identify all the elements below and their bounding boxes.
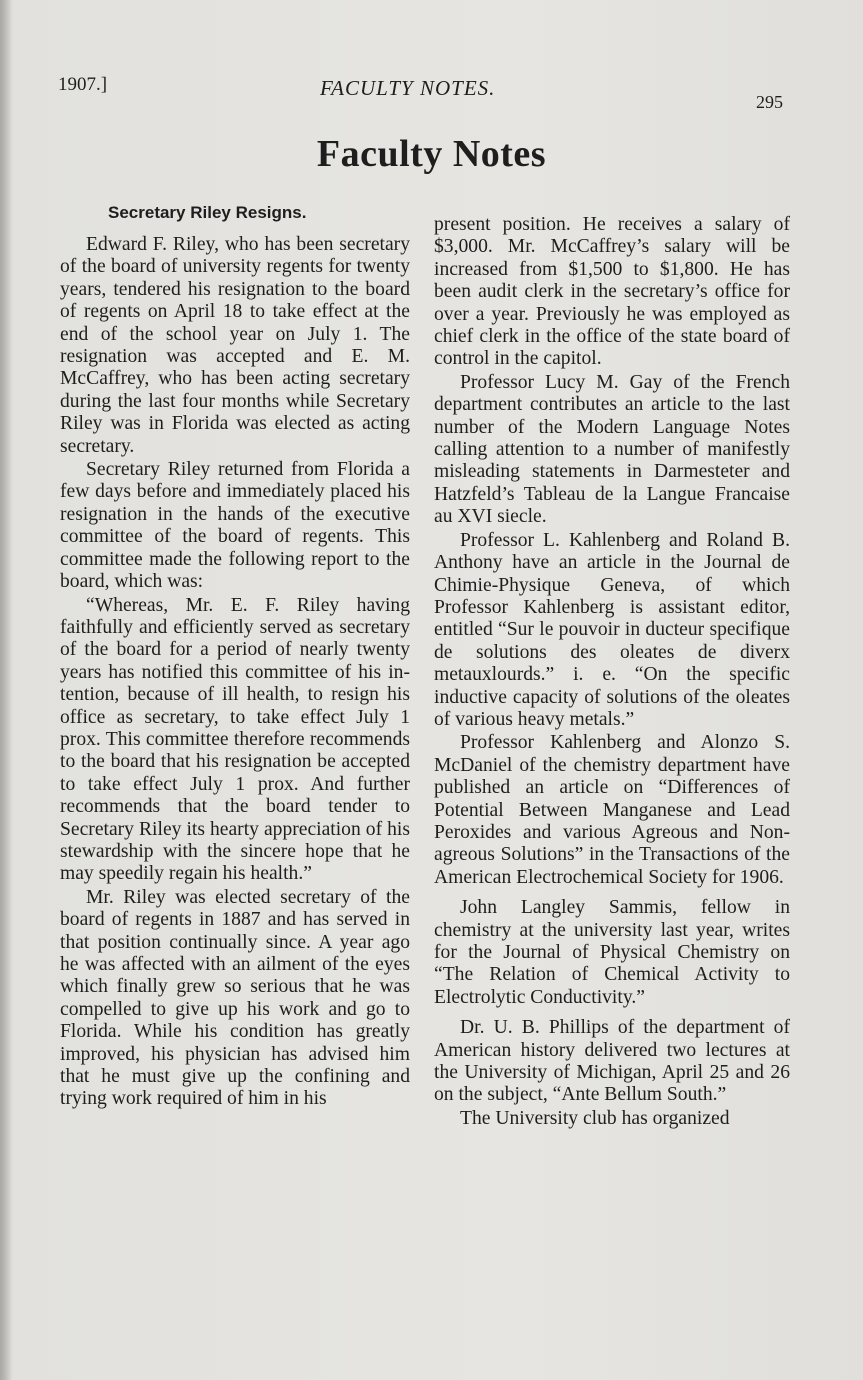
page-number: 295: [756, 92, 783, 112]
running-title: FACULTY NOTES.: [320, 76, 496, 100]
running-head: [58, 74, 783, 112]
paragraph: John Langley Sammis, fellow in chemistry at the university last year, writes for the Journal of Physical Chemistry on “The Relation of Chemical Activity to Electrolytic Conductivity.”: [434, 897, 790, 1008]
page-edge-shadow: [0, 0, 12, 1380]
paragraph: Professor Kahlenberg and Alonzo S. McDaniel of the chemistry department have published an article on “Differences of Potential Between Manganese and Lead Peroxides and various Agreous and Non-agreous Solutions” in the Transactions of the American Electrochemical Society for 1906.: [434, 732, 790, 888]
header-year: 1907.]: [58, 74, 108, 95]
paragraph: Professor Lucy M. Gay of the French department contributes an article to the last number of the Modern Language Notes calling attention to a number of manifestly misleading statements in Darmesteter and Hatzfeld’s Tableau de la Langue Francaise au XVI siecle.: [434, 371, 790, 528]
paragraph: present position. He receives a salary of $3,000. Mr. McCaffrey’s salary will be increased from $1,500 to $1,800. He has been audit clerk in the secretary’s office for over a year. Previously he was employed as chief clerk in the office of the state board of control in the capitol.: [434, 214, 790, 370]
article-subhead: Secretary Riley Resigns.: [108, 203, 307, 222]
paragraph: Dr. U. B. Phillips of the department of American history delivered two lectures at the University of Michigan, April 25 and 26 on the subject, “Ante Bellum South.”: [434, 1017, 790, 1106]
paragraph: Professor L. Kahlenberg and Roland B. Anthony have an article in the Journal de Chimie-Physique Geneva, of which Professor Kahlenberg is assistant editor, entitled “Sur le pouvoir in ducteur specifique de solutions des oleates de diverx metauxlourds.” i. e. “On the specific inductive capacity of solutions of the oleates of various heavy metals.”: [434, 529, 790, 730]
paragraph: The University club has organized: [460, 1107, 730, 1129]
right-column: [434, 196, 790, 1130]
paragraph: “Whereas, Mr. E. F. Riley having faithfully and efficiently served as secretary of the board for a period of nearly twenty years has notified this committee of his intention, because of ill health, to resign his office as secretary, to take effect July 1 prox. This committee therefore recommends to the board that his resignation be accepted to take effect July 1 prox. And further recommends that the board tender to Secretary Riley its hearty appreciation of his stewardship with the sincere hope that he may speedily regain his health.”: [60, 594, 410, 885]
paragraph: Edward F. Riley, who has been secretary of the board of university regents for twenty years, tendered his resignation to the board of regents on April 18 to take effect at the end of the school year on July 1. The resignation was accepted and E. M. McCaffrey, who has been acting secretary during the last four months while Secretary Riley was in Florida was elected as acting secretary.: [60, 234, 410, 457]
left-column: [60, 196, 410, 1111]
paragraph: Mr. Riley was elected secretary of the board of regents in 1887 and has served in that position continually since. A year ago he was affected with an ailment of the eyes which finally grew so serious that he was compelled to give up his work and go to Florida. While his condition has greatly improved, his physician has advised him that he must give up the confining and trying work required of him in his: [60, 886, 410, 1110]
section-title: Faculty Notes: [316, 133, 547, 175]
paragraph: Secretary Riley returned from Florida a few days before and immediately placed his resignation in the hands of the executive committee of the board of regents. This committee made the following report to the board, which was:: [60, 459, 410, 593]
